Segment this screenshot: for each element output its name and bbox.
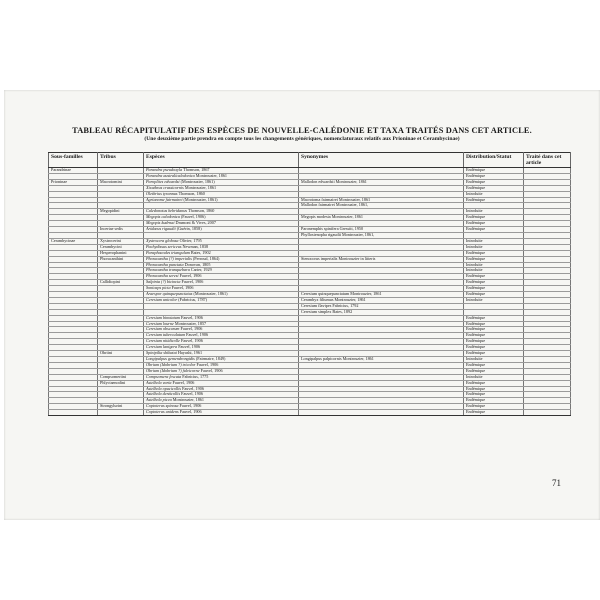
species-author: Hayashi, 1961	[177, 350, 203, 356]
cell-traite	[524, 410, 571, 416]
cell-tribu	[98, 410, 144, 416]
species-author: Montrouzier, 1861	[172, 397, 204, 403]
species-name: Paraphacodes triangulum	[146, 250, 190, 255]
species-author: (Montrouzier, 1861)	[183, 197, 218, 202]
species-name: Sonicaps picta	[146, 285, 171, 291]
species-table	[48, 152, 571, 416]
cell-statut: Endémique	[464, 392, 524, 398]
cell-statut: Endémique	[464, 327, 524, 333]
cell-statut: Introduite	[464, 357, 524, 363]
cell-statut: Endémique	[464, 168, 524, 174]
species-name: Ceresium nitidicolle	[146, 338, 180, 344]
species-author: (Fauvel, 1906)	[180, 214, 206, 220]
species-author: Fauvel, 1906	[180, 315, 203, 320]
species-author: Bates, 1902	[190, 250, 211, 255]
cell-synonyme: Mallodon edwardsii Montrouzier, 1861	[299, 179, 464, 185]
species-author: Thomson, 1860	[188, 208, 215, 214]
cell-synonyme: Longipalpus palpicornis Montrouzier, 1861	[299, 357, 464, 363]
header-synonymes: Synonymes	[299, 153, 464, 168]
cell-sous-famille: Parandrinae	[49, 168, 98, 174]
cell-tribu: Callidiopini	[98, 280, 144, 286]
cell-statut: Endémique	[464, 404, 524, 410]
cell-synonyme: Megopis modesta Montrouzier, 1861	[299, 215, 464, 221]
species-author: Carter, 1929	[190, 267, 212, 273]
cell-synonyme: Stenocorus imperialis Montrouzier in litteris	[299, 256, 464, 262]
cell-tribu: Strongylurini	[98, 404, 144, 410]
cell-statut: Introduite	[464, 297, 524, 303]
cell-synonyme: Paronemphis spinifera Gressitt, 1950	[299, 227, 464, 233]
table-title: TABLEAU RÉCAPITULATIF DES ESPÈCES DE NOUVELLE-CALÉDONIE ET TAXA TRAITÉS DANS CET ARTICLE.	[72, 126, 532, 135]
cell-statut: Endémique	[464, 351, 524, 357]
species-name: Compsomera fescata	[146, 374, 182, 379]
cell-statut: Endémique	[464, 173, 524, 179]
species-name: Ceresium tuberculatum	[146, 332, 186, 338]
cell-statut: Endémique	[464, 398, 524, 404]
species-name: Ceresium obscurum	[146, 326, 180, 332]
species-name: Phoracantha (?) imperialis	[146, 256, 192, 261]
cell-statut: Introduite	[464, 374, 524, 380]
species-name: Araespor quinquepunctatus	[146, 291, 193, 297]
species-name: Coptoteras unidens	[146, 409, 179, 415]
species-author: (Guérin, 1858)	[176, 226, 202, 232]
cell-statut: Endémique	[464, 280, 524, 286]
cell-statut: Endémique	[464, 227, 524, 233]
species-name: Salpinia (?) bicincta	[146, 279, 181, 285]
species-author: Montrouzier, 1857	[174, 321, 207, 326]
cell-statut: Introduite	[464, 238, 524, 244]
cell-tribu: Phoracanthini	[98, 256, 144, 262]
species-name: Astelhela denticollis	[146, 391, 181, 397]
species-name: Phoracantha punctata	[146, 262, 184, 267]
cell-statut: Endémique	[464, 333, 524, 339]
cell-statut: Introduite	[464, 268, 524, 274]
species-name: Ceresium binotatum	[146, 315, 180, 320]
cell-tribu: Obriini	[98, 351, 144, 357]
cell-tribu: Xystrocerini	[98, 238, 144, 244]
species-name: Astelhela picea	[146, 397, 172, 403]
species-author: Fauvel, 1906	[180, 326, 203, 332]
cell-statut: Endémique	[464, 179, 524, 185]
cell-statut: Endémique	[464, 315, 524, 321]
header-sous-familles: Sous-familles	[49, 153, 98, 168]
cell-synonyme: Cerambyx filiumus Montrouzier, 1861	[299, 297, 464, 303]
species-author: Olivier, 1795	[179, 238, 202, 243]
cell-statut: Endémique	[464, 215, 524, 221]
cell-synonyme: Phyllostenopha rigaudii Montrouzier, 1861,	[299, 232, 464, 238]
cell-statut: Introduite	[464, 262, 524, 268]
cell-sous-famille: Prioninae	[49, 179, 98, 185]
header-traite: Traité dans cet article	[524, 153, 571, 168]
species-name: Longipalpus gemendrongidis	[146, 356, 195, 361]
species-name: Aridaeus rigaudii	[146, 226, 176, 232]
species-author: Thomson, 1860	[178, 191, 205, 196]
species-name: Obrium (Idobrium ?) fulvicorne	[146, 368, 200, 373]
cell-sous-famille: Cerambycinae	[49, 238, 98, 244]
cell-tribu: Cerambycini	[98, 244, 144, 250]
header-distribution-statut: Distribution/Statut	[464, 153, 524, 168]
cell-statut: Endémique	[464, 362, 524, 368]
cell-synonyme: Macrotoma fairmairei Montrouzier, 1861	[299, 197, 464, 203]
species-name: Parandra australicaledonica	[146, 173, 195, 178]
cell-tribu: Megopidini	[98, 209, 144, 215]
species-author: Fauvel, 1906	[179, 409, 202, 415]
header-especes: Espèces	[144, 153, 299, 168]
cell-statut: Endémique	[464, 345, 524, 351]
table-row	[49, 410, 571, 416]
cell-synonyme: Ceresium simplex Bates, 1892	[299, 309, 464, 315]
cell-synonyme: Ceresium quinquepunctatum Montrouzier, 1861	[299, 292, 464, 298]
cell-statut: Endémique	[464, 380, 524, 386]
cell-statut: Endémique	[464, 250, 524, 256]
cell-statut: Endémique	[464, 256, 524, 262]
cell-statut: Endémique	[464, 410, 524, 416]
species-author: Fauvel, 1906	[180, 338, 203, 344]
cell-tribu: Compsomeriini	[98, 374, 144, 380]
cell-synonyme: Mallodon fairmairei Montrouzier, 1861,	[299, 203, 464, 209]
cell-tribu: Hesperophanini	[98, 250, 144, 256]
document-page	[4, 90, 600, 520]
species-author: Fauvel, 1906	[186, 332, 209, 338]
species-name: Phoracantha seresi	[146, 273, 179, 279]
cell-statut: Endémique	[464, 292, 524, 298]
table-subtitle: (Une deuxième partie prendra en compte tous les changements génériques, nomenclaturaux relatifs aux Prioninae et Cerambycinae)	[144, 136, 460, 142]
cell-statut: Endémique	[464, 274, 524, 280]
species-author: Montrouzier, 1861	[195, 173, 228, 178]
species-author: Fauvel, 1906	[182, 386, 204, 391]
species-name: Paroplites edwardsi	[146, 179, 180, 184]
cell-synonyme: Ceresium flavipes Fabricius, 1792	[299, 303, 464, 309]
species-name: Megopis caledonica	[146, 214, 180, 220]
species-name: Phoracantha tranquebara	[146, 267, 190, 273]
species-name: Parandra pseudoxyla	[146, 167, 183, 172]
cell-statut: Endémique	[464, 185, 524, 191]
species-name: Astelhela opacicollis	[146, 386, 182, 391]
species-author: Fabricius, 1775	[182, 374, 209, 379]
cell-statut: Endémique	[464, 221, 524, 227]
species-author: (Fairmaire, 1849)	[195, 356, 226, 361]
species-name: Ceresium lanigera	[146, 344, 178, 350]
cell-espece	[144, 410, 299, 416]
cell-tribu: Incertae sedis	[98, 227, 144, 233]
cell-statut: Endémique	[464, 339, 524, 345]
species-author: Fauvel, 1906	[181, 391, 203, 397]
species-author: Fauvel, 1906	[200, 368, 223, 373]
species-name: Obrium (Idobrium ?) tricolor	[146, 362, 196, 367]
species-author: Fauvel, 1906	[179, 403, 202, 409]
species-name: Caledonotus hebridanus	[146, 208, 188, 214]
species-author: Fauvel, 1906	[172, 380, 195, 385]
species-author: Fauvel, 1906	[196, 362, 219, 367]
species-name: Ceresium lourne	[146, 321, 174, 326]
species-name: Astelhela varia	[146, 380, 172, 385]
cell-statut: Endémique	[464, 321, 524, 327]
species-author: Fauvel, 1906	[179, 273, 202, 279]
species-author: Fauvel, 1906	[178, 344, 201, 350]
species-author: Fauvel, 1906	[181, 279, 204, 285]
species-author: Newman, 1838	[182, 244, 209, 249]
cell-statut: Endémique	[464, 286, 524, 292]
species-author: Montrouzier, 1861	[184, 185, 217, 190]
cell-statut: Introduite	[464, 191, 524, 197]
species-author: Drumont & Vives, 2007	[175, 220, 216, 226]
species-author: (Perroud, 1864)	[192, 256, 220, 261]
cell-synonyme	[299, 410, 464, 416]
cell-statut: Endémique	[464, 386, 524, 392]
species-author: Thomson, 1867	[183, 167, 210, 172]
cell-tribu: Macrotomini	[98, 179, 144, 185]
cell-statut: Introduite	[464, 209, 524, 215]
species-author: Donovan, 1805	[184, 262, 211, 267]
species-name: Megopis kudrnai	[146, 220, 175, 226]
species-name: Xixuthrus crassicornis	[146, 185, 184, 190]
header-tribus: Tribus	[98, 153, 144, 168]
cell-statut: Endémique	[464, 368, 524, 374]
cell-statut: Endémique	[464, 197, 524, 203]
page-number: 71	[552, 478, 561, 488]
species-author: (Fabricius, 1787)	[178, 297, 208, 302]
species-author: Fauvel, 1906	[171, 285, 194, 291]
table-header-row	[49, 153, 571, 168]
species-author: (Montrouzier, 1861)	[180, 179, 215, 184]
species-name: Ceresium unicolor	[146, 297, 178, 302]
species-name: Spinipilia shibatai	[146, 350, 177, 356]
species-name: Olethrius tyrannus	[146, 191, 178, 196]
species-name: Coptoteras spinosa	[146, 403, 179, 409]
cell-statut: Introduite	[464, 244, 524, 250]
species-name: Agrianome fairmairei	[146, 197, 183, 202]
cell-sous-famille	[49, 410, 98, 416]
species-name: Xystrocera globosa	[146, 238, 179, 243]
cell-tribu: Phlyctaenodini	[98, 380, 144, 386]
species-name: Pachydissus sericeus	[146, 244, 182, 249]
species-author: (Montrouzier, 1861)	[193, 291, 228, 297]
